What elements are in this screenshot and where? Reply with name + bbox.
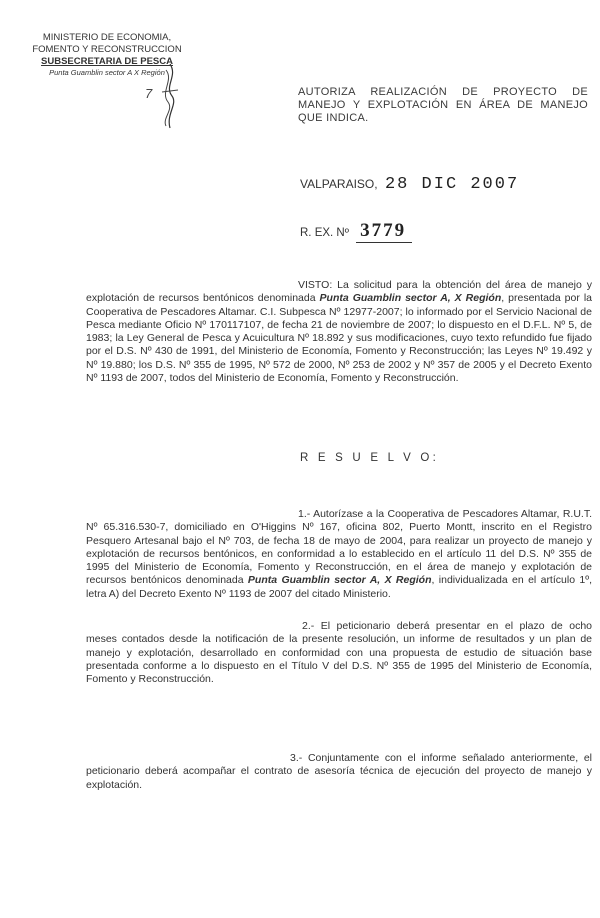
- article-1-text-1: 1.- Autorízase a la Cooperativa de Pescadores Altamar, R.U.T. Nº 65.316.530-7, domiciliado en O'Higgins Nº 167, oficina 802, Puerto Montt, inscrito en el Registro Pesquero Artesanal bajo el Nº 703, de fecha 18 de mayo de 2004, para realizar un proyecto de manejo y explotación de recursos bentónicos, en conformidad a lo establecido en el artículo 11 del D.S. Nº 355 de 1995 del Ministerio de Economía, Fomento y Reconstrucción, en el área de manejo y explotación de recursos bentónicos denominada: [86, 508, 592, 587]
- article-2-text: 2.- El peticionario deberá presentar en el plazo de ocho meses contados desde la notificación de la presente resolución, un informe de resultados y un plan de manejo y explotación, desarrollado en conformidad con una propuesta de estudio de situación base presentada conforme a lo dispuesto en el Título V del D.S. Nº 355 de 1995 del Ministerio de Economía, Fomento y Reconstrucción.: [86, 620, 592, 686]
- article-3-paragraph: [86, 752, 592, 792]
- resolution-number-line: [300, 220, 412, 243]
- header-ministry: MINISTERIO DE ECONOMIA,: [42, 32, 172, 43]
- visto-text-1: La solicitud para la obtención del área de manejo y explotación de recursos bentónicos denominada: [86, 279, 592, 305]
- header-ministry-sub: FOMENTO Y RECONSTRUCCION: [32, 44, 182, 55]
- place-label: VALPARAISO,: [300, 177, 378, 191]
- initials-mark: 7: [145, 86, 153, 101]
- header-subsecretaria: SUBSECRETARIA DE PESCA: [41, 56, 173, 67]
- visto-lead: VISTO:: [298, 279, 333, 291]
- date-line: [300, 175, 519, 194]
- article-2-paragraph: [86, 620, 592, 686]
- date-stamp: 28 DIC 2007: [384, 175, 520, 194]
- handwritten-signature: [148, 62, 188, 132]
- visto-text-2: , presentada por la Cooperativa de Pescadores Altamar. C.I. Subpesca Nº 12977-2007; lo informado por el Servicio Nacional de Pesca mediante Oficio Nº 170117107, de fecha 21 de noviembre de 2007; lo dispuesto en el D.F.L. Nº 5, de 1983; la Ley General de Pesca y Acuicultura Nº 18.892 y sus modificaciones, cuyo texto refundido fue fijado por el D.S. Nº 430 de 1991, del Ministerio de Economía, Fomento y Reconstrucción; las Leyes Nº 19.492 y Nº 19.880; los D.S. Nº 355 de 1995, Nº 572 de 2000, Nº 253 de 2002 y Nº 357 de 2005 y el Decreto Exento Nº 1193 de 2007, todos del Ministerio de Economía, Fomento y Reconstrucción.: [86, 292, 592, 385]
- article-1-paragraph: [86, 508, 592, 601]
- header-area-reference: Punta Guamblin sector A X Región: [49, 68, 165, 77]
- resuelvo-heading: R E S U E L V O:: [300, 452, 439, 464]
- article-1-area-name: Punta Guamblin sector A, X Región: [247, 574, 432, 587]
- visto-paragraph: [86, 279, 592, 385]
- resolution-label: R. EX. Nº: [300, 227, 349, 239]
- visto-area-name: Punta Guamblin sector A, X Región: [319, 292, 502, 305]
- article-1-text-2: , individualizada en el artículo 1º, letra A) del Decreto Exento Nº 1193 de 2007 del citado Ministerio.: [86, 574, 592, 600]
- article-3-text: 3.- Conjuntamente con el informe señalado anteriormente, el peticionario deberá acompañar el contrato de asesoría técnica de ejecución del proyecto de manejo y explotación.: [86, 752, 592, 791]
- subject-heading: AUTORIZA REALIZACIÓN DE PROYECTO DE MANEJO Y EXPLOTACIÓN EN ÁREA DE MANEJO QUE INDICA.: [298, 86, 588, 124]
- resolution-number: 3779: [356, 220, 412, 243]
